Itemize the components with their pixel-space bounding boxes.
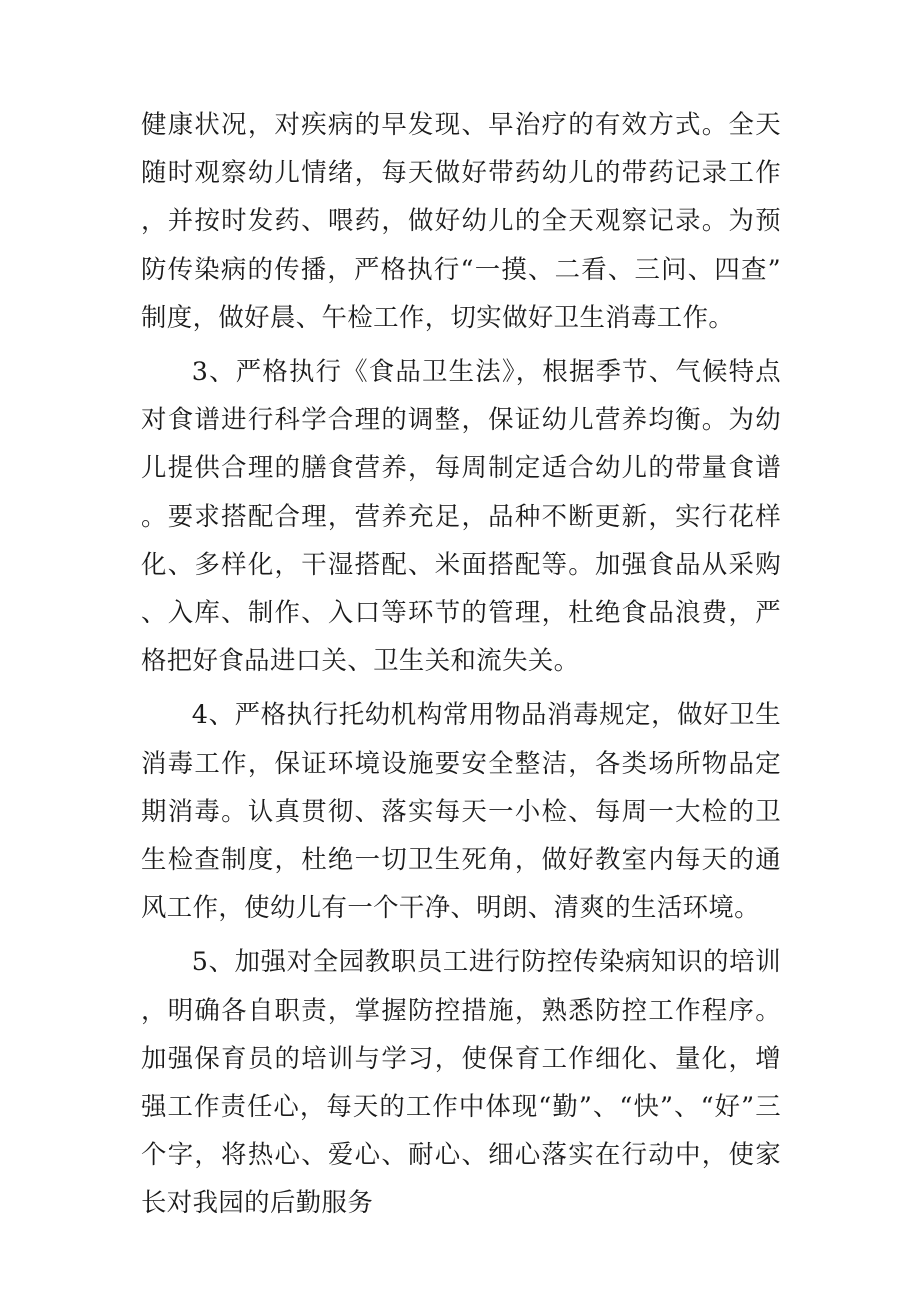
paragraph-food-hygiene: 3、严格执行《食品卫生法》，根据季节、气候特点对食谱进行科学合理的调整，保证幼儿营养均衡。为幼儿提供合理的膳食营养，每周制定适合幼儿的带量食谱。要求搭配合理，营养充足，品种不断更新，实行花样化、多样化，干湿搭配、米面搭配等。加强食品从采购、入库、制作、入口等环节的管理，杜绝食品浪费，严格把好食品进口关、卫生关和流失关。 [141,356,781,676]
document-body [141,100,781,1227]
paragraph-staff-training: 5、加强对全园教职员工进行防控传染病知识的培训，明确各自职责，掌握防控措施，熟悉防控工作程序。加强保育员的培训与学习，使保育工作细化、量化，增强工作责任心，每天的工作中体现“勤”、“快”、“好”三个字，将热心、爱心、耐心、细心落实在行动中，使家长对我园的后勤服务 [141,946,781,1218]
paragraph-disinfection: 4、严格执行托幼机构常用物品消毒规定，做好卫生消毒工作，保证环境设施要安全整洁，各类场所物品定期消毒。认真贯彻、落实每天一小检、每周一大检的卫生检查制度，杜绝一切卫生死角，做好教室内每天的通风工作，使幼儿有一个干净、明朗、清爽的生活环境。 [141,699,781,923]
paragraph-health-check: 健康状况，对疾病的早发现、早治疗的有效方式。全天随时观察幼儿情绪，每天做好带药幼儿的带药记录工作，并按时发药、喂药，做好幼儿的全天观察记录。为预防传染病的传播，严格执行“一摸、二看、三问、四查”制度，做好晨、午检工作，切实做好卫生消毒工作。 [141,109,781,332]
